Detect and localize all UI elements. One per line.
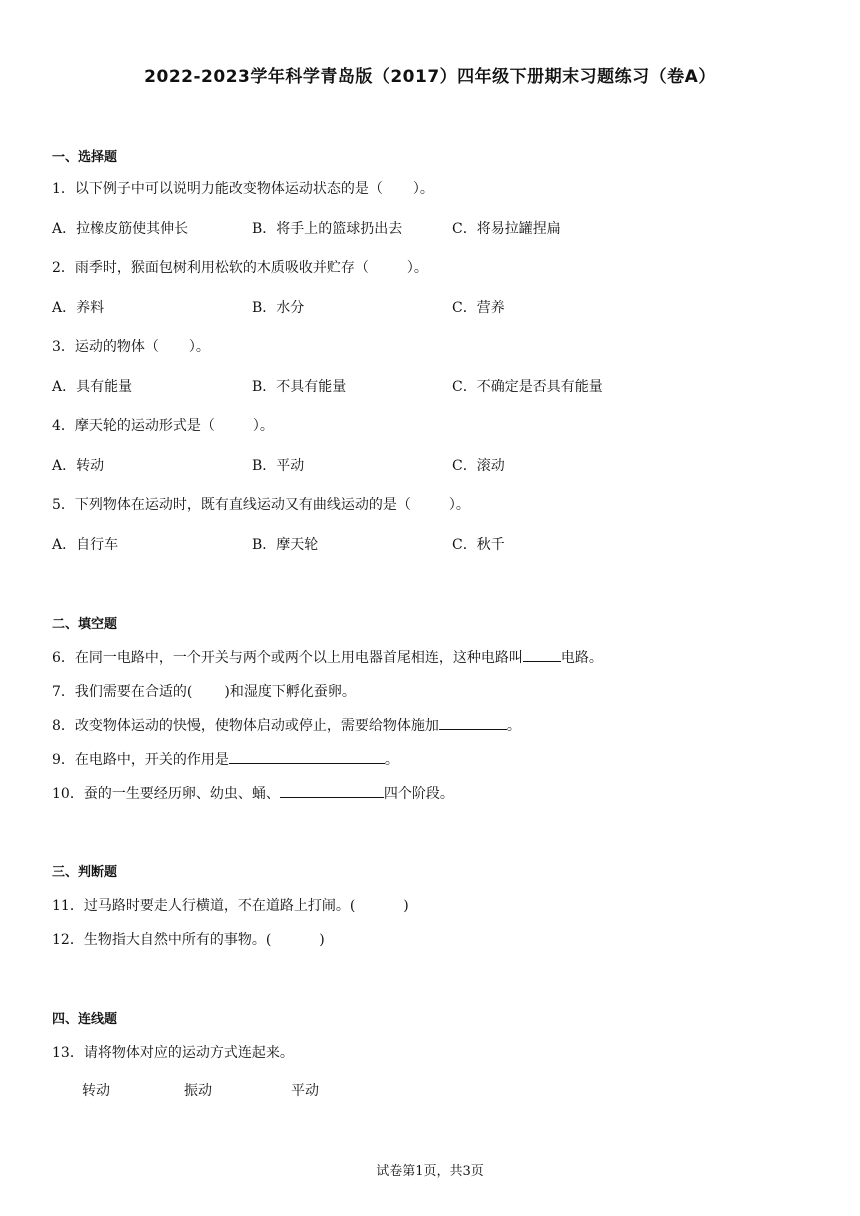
question-3 <box>52 336 210 356</box>
page-title: 2022-2023学年科学青岛版（2017）四年级下册期末习题练习（卷A） <box>144 67 716 87</box>
question-13: 13．请将物体对应的运动方式连起来。 <box>52 1045 294 1061</box>
match-item-rotation[interactable]: 转动 <box>82 1083 110 1099</box>
question-12: 12．生物指大自然中所有的事物。( ) <box>52 932 325 948</box>
question-5-stem-end: ）。 <box>448 497 470 513</box>
question-1-option-c: C．将易拉罐捏扁 <box>452 221 561 237</box>
question-9: 9．在电路中，开关的作用是 。 <box>52 752 399 768</box>
question-1-option-a: A．拉橡皮筋使其伸长 <box>52 221 189 237</box>
question-5-option-a: A．自行车 <box>52 537 119 553</box>
question-4-option-c: C．滚动 <box>452 458 505 474</box>
answer-blank[interactable] <box>523 649 561 662</box>
question-3-stem-end: ）。 <box>188 339 210 355</box>
question-3-option-b: B．不具有能量 <box>252 379 347 395</box>
question-5-option-c: C．秋千 <box>452 537 505 553</box>
question-3-option-c: C．不确定是否具有能量 <box>452 379 603 395</box>
question-2-option-c: C．营养 <box>452 300 505 316</box>
question-2-stem-end: ）。 <box>406 260 428 276</box>
question-2 <box>52 257 428 277</box>
question-5-stem: 5．下列物体在运动时，既有直线运动又有曲线运动的是（ <box>52 497 411 513</box>
answer-blank[interactable] <box>439 717 507 730</box>
question-8: 8．改变物体运动的快慢，使物体启动或停止，需要给物体施加 。 <box>52 718 521 734</box>
section-heading-fill: 二、填空题 <box>52 617 118 632</box>
question-2-option-a: A．养料 <box>52 300 105 316</box>
question-2-option-b: B．水分 <box>252 300 305 316</box>
question-3-stem: 3．运动的物体（ <box>52 339 159 355</box>
page-footer: 试卷第1页，共3页 <box>376 1164 484 1179</box>
question-4-option-b: B．平动 <box>252 458 305 474</box>
question-11: 11．过马路时要走人行横道，不在道路上打闹。( ) <box>52 898 409 914</box>
answer-blank[interactable] <box>229 751 385 764</box>
section-heading-judge: 三、判断题 <box>52 865 118 880</box>
question-4 <box>52 415 274 435</box>
question-3-option-a: A．具有能量 <box>52 379 133 395</box>
section-heading-match: 四、连线题 <box>52 1012 118 1027</box>
section-heading-choice: 一、选择题 <box>52 150 118 165</box>
question-1-stem-end: ）。 <box>412 181 434 197</box>
question-1 <box>52 178 434 198</box>
question-4-stem: 4．摩天轮的运动形式是（ <box>52 418 215 434</box>
question-2-stem: 2．雨季时，猴面包树利用松软的木质吸收并贮存（ <box>52 260 369 276</box>
question-5 <box>52 494 470 514</box>
question-4-option-a: A．转动 <box>52 458 105 474</box>
match-item-translation[interactable]: 平动 <box>291 1083 319 1099</box>
question-10: 10．蚕的一生要经历卵、幼虫、蛹、 四个阶段。 <box>52 786 454 802</box>
question-4-stem-end: ）。 <box>252 418 274 434</box>
question-5-option-b: B．摩天轮 <box>252 537 319 553</box>
answer-blank[interactable] <box>280 785 384 798</box>
question-1-stem: 1．以下例子中可以说明力能改变物体运动状态的是（ <box>52 181 383 197</box>
question-6: 6．在同一电路中，一个开关与两个或两个以上用电器首尾相连，这种电路叫 电路。 <box>52 650 603 666</box>
match-item-vibration[interactable]: 振动 <box>184 1083 212 1099</box>
question-7: 7．我们需要在合适的( )和湿度下孵化蚕卵。 <box>52 684 356 700</box>
question-1-option-b: B．将手上的篮球扔出去 <box>252 221 403 237</box>
